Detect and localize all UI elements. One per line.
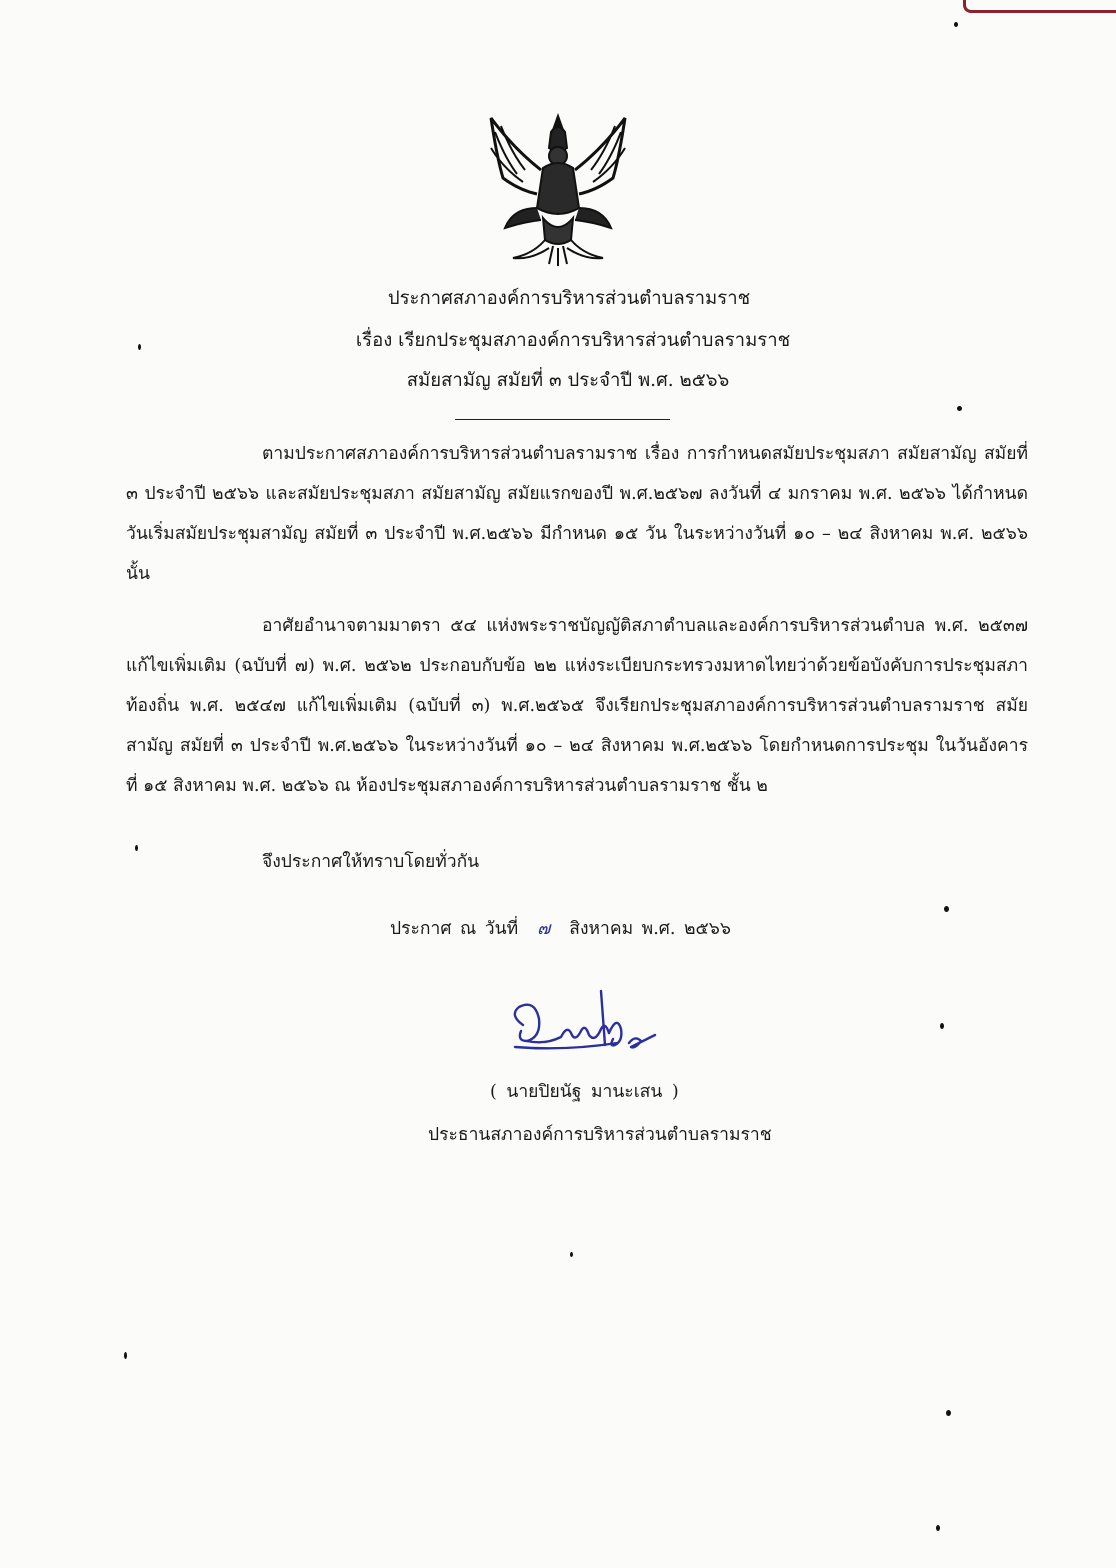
date-prefix: ประกาศ ณ วันที่ [390, 919, 519, 939]
header-line-3: สมัยสามัญ สมัยที่ ๓ ประจำปี พ.ศ. ๒๕๖๖ [406, 370, 730, 391]
header-divider [455, 419, 670, 420]
scan-speck [957, 406, 962, 411]
garuda-emblem-icon [483, 108, 633, 268]
closing-statement: จึงประกาศให้ทราบโดยทั่วกัน [262, 852, 480, 872]
scan-speck [936, 1525, 940, 1531]
scan-speck [944, 906, 949, 912]
scan-speck [954, 22, 958, 27]
announcement-date [390, 917, 731, 941]
scan-speck [940, 1023, 944, 1029]
body-paragraph-1: ตามประกาศสภาองค์การบริหารส่วนตำบลรามราช เรื่อง การกำหนดสมัยประชุมสภา สมัยสามัญ สมัยที่ ๓ ประจำปี ๒๕๖๖ และสมัยประชุมสภา สมัยสามัญ สมัยแรกของปี พ.ศ.๒๕๖๗ ลงวันที่ ๔ มกราคม พ.ศ. ๒๕๖๖ ได้กำหนดวันเริ่มสมัยประชุมสามัญ สมัยที่ ๓ ประจำปี พ.ศ.๒๕๖๖ มีกำหนด ๑๕ วัน ในระหว่างวันที่ ๑๐ – ๒๔ สิงหาคม พ.ศ. ๒๕๖๖ นั้น [126, 444, 1028, 584]
scan-speck [946, 1410, 951, 1416]
scan-speck [570, 1252, 573, 1257]
date-day: ๗ [537, 919, 551, 939]
scan-speck [138, 344, 141, 350]
header-line-1: ประกาศสภาองค์การบริหารส่วนตำบลรามราช [387, 288, 751, 309]
scan-speck [135, 845, 138, 851]
header-line-2: เรื่อง เรียกประชุมสภาองค์การบริหารส่วนตำบลรามราช [355, 330, 791, 351]
signer-title: ประธานสภาองค์การบริหารส่วนตำบลรามราช [428, 1125, 772, 1145]
corner-mark [963, 0, 1116, 13]
date-suffix: สิงหาคม พ.ศ. ๒๕๖๖ [569, 919, 732, 939]
handwritten-signature-icon [505, 985, 680, 1065]
scan-speck [124, 1352, 127, 1359]
signer-name: ( นายปิยนัฐ มานะเสน ) [490, 1082, 679, 1102]
body-paragraph-2: อาศัยอำนาจตามมาตรา ๕๔ แห่งพระราชบัญญัติสภาตำบลและองค์การบริหารส่วนตำบล พ.ศ. ๒๕๓๗ แก้ไขเพิ่มเติม (ฉบับที่ ๗) พ.ศ. ๒๕๖๒ ประกอบกับข้อ ๒๒ แห่งระเบียบกระทรวงมหาดไทยว่าด้วยข้อบังคับการประชุมสภาท้องถิ่น พ.ศ. ๒๕๔๗ แก้ไขเพิ่มเติม (ฉบับที่ ๓) พ.ศ.๒๕๖๕ จึงเรียกประชุมสภาองค์การบริหารส่วนตำบลรามราช สมัยสามัญ สมัยที่ ๓ ประจำปี พ.ศ.๒๕๖๖ ในระหว่างวันที่ ๑๐ – ๒๔ สิงหาคม พ.ศ.๒๕๖๖ โดยกำหนดการประชุม ในวันอังคาร ที่ ๑๕ สิงหาคม พ.ศ. ๒๕๖๖ ณ ห้องประชุมสภาองค์การบริหารส่วนตำบลรามราช ชั้น ๒ [126, 616, 1028, 796]
